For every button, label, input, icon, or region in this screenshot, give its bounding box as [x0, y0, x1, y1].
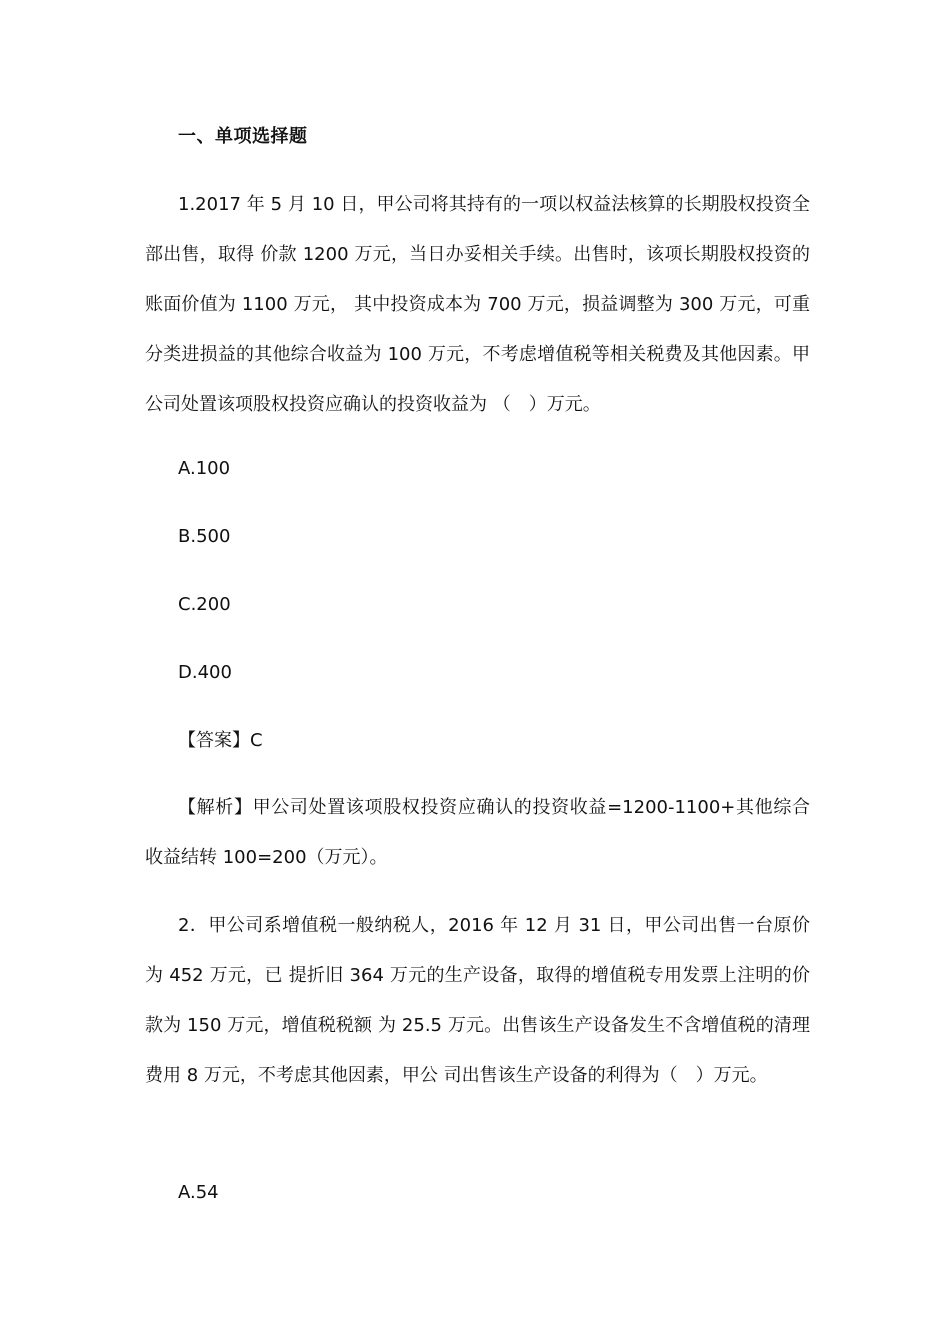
section-title: 一、单项选择题 — [178, 126, 308, 147]
question-2-text: 2．甲公司系增值税一般纳税人，2016 年 12 月 31 日，甲公司出售一台原价为 452 万元，已 提折旧 364 万元的生产设备，取得的增值税专用发票上注明的价款为 150 万元，增值税税额 为 25.5 万元。出售该生产设备发生不含增值税的清理费用 8 万元，不考虑其他因素，甲公 司出售该生产设备的利得为（ ）万元。 — [145, 915, 810, 1086]
question-1-option-d: D.400 — [178, 662, 232, 683]
question-1-text: 1.2017 年 5 月 10 日，甲公司将其持有的一项以权益法核算的长期股权投资全部出售，取得 价款 1200 万元，当日办妥相关手续。出售时，该项长期股权投资的账面价值为 1100 万元， 其中投资成本为 700 万元，损益调整为 300 万元，可重分类进损益的其他综合收益为 100 万元，不考虑增值税等相关税费及其他因素。甲公司处置该项股权投资应确认的投资收益为 （ ）万元。 — [145, 194, 810, 415]
question-1-option-c: C.200 — [178, 594, 231, 615]
question-1-explanation: 【解析】甲公司处置该项股权投资应确认的投资收益=1200-1100+其他综合收益结转 100=200（万元）。 — [145, 797, 810, 868]
question-1-answer: 【答案】C — [178, 730, 263, 751]
question-1-option-b: B.500 — [178, 526, 231, 547]
question-1-option-a: A.100 — [178, 458, 231, 479]
question-2-option-a: A.54 — [178, 1182, 219, 1203]
